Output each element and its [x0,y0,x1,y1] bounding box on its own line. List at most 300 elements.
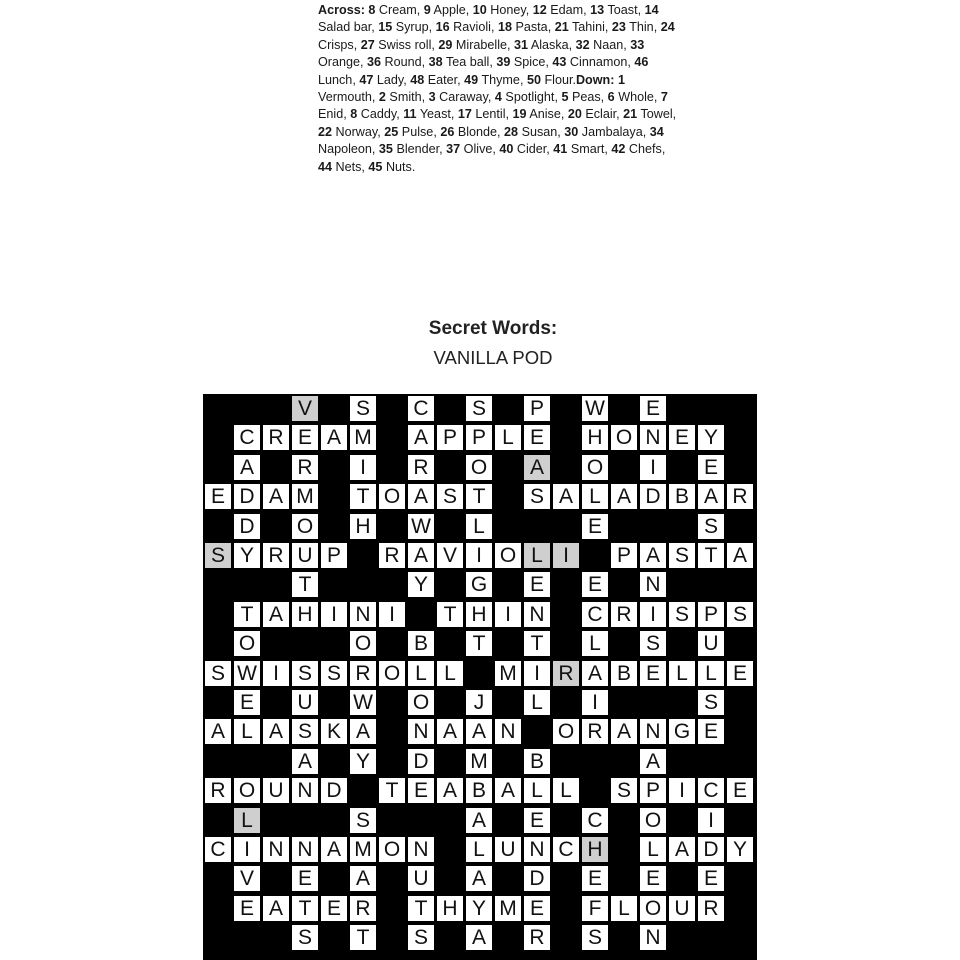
grid-cell: O [350,631,376,656]
down-clue-number: 6 [607,90,615,105]
grid-cell: V [437,543,463,568]
grid-cell: T [408,896,434,921]
across-clue-number: 50 [526,72,541,87]
grid-cell: E [582,572,608,597]
down-answer: Norway [335,124,378,139]
grid-cell: R [292,455,318,480]
grid-cell: E [524,425,550,450]
down-answer: Napoleon [318,142,372,157]
grid-cell: O [408,690,434,715]
grid-cell: L [553,778,579,803]
across-clue-number: 36 [367,55,382,70]
grid-cell: M [466,749,492,774]
grid-cell: T [524,631,550,656]
answers-block: Across: 8 Cream, 9 Apple, 10 Honey, 12 Edam, 13 Toast, 14 Salad bar, 15 Syrup, 16 Ravioli, 18 Pasta, 21 Tahini, 23 Thin, 24 Crisps, 27 Swiss roll, 29 Mirabelle, 31 Alaska, 32 Naan, 33 Orange, 36 Round, 38 Tea ball, 39 Spice, 43 Cinnamon, 46 Lunch, 47 Lady, 48 Eater, 49 Thyme, 50 Flour.Down: 1 Vermouth, 2 Smith, 3 Caraway, 4 Spotlight, 5 Peas, 6 Whole, 7 Enid, 8 Caddy, 11 Yeast, 17 Lentil, 19 Anise, 20 Eclair, 21 Towel, 22 Norway, 25 Pulse, 26 Blonde, 28 Susan, 30 Jambalaya, 34 Napoleon, 35 Blender, 37 Olive, 40 Cider, 41 Smart, 42 Chefs, 44 Nets, 45 Nuts. [318,3,677,174]
across-answer: Syrup [395,20,429,35]
across-answer: Alaska [530,37,569,52]
down-answer: Lentil [475,107,506,122]
grid-cell: O [466,455,492,480]
grid-cell: O [582,455,608,480]
grid-cell: L [640,837,666,862]
grid-cell: O [234,778,260,803]
grid-cell: R [524,925,550,950]
across-clue-number: 48 [410,72,425,87]
grid-cell: M [350,837,376,862]
grid-cell: R [582,719,608,744]
grid-cell: Y [234,543,260,568]
grid-cell: I [698,808,724,833]
grid-cell: E [582,514,608,539]
grid-cell: A [611,484,637,509]
grid-cell: S [292,719,318,744]
grid-cell: A [263,602,289,627]
grid-cell: D [321,778,347,803]
grid-cell: E [640,661,666,686]
grid-cell: S [437,484,463,509]
across-clue-number: 8 [368,3,376,17]
down-answer: Spotlight [505,90,555,105]
grid-cell: R [350,661,376,686]
grid-cell: L [698,661,724,686]
grid-cell: L [524,690,550,715]
across-clue-number: 27 [360,37,375,52]
grid-cell: C [582,808,608,833]
across-answer: Pasta [515,20,548,35]
grid-cell: S [669,543,695,568]
grid-cell: A [350,719,376,744]
across-label: Across: [318,3,365,17]
secret-words-title: Secret Words: [428,318,558,339]
down-answer: Olive [463,142,493,157]
down-clue-number: 45 [368,159,383,174]
grid-cell: P [611,543,637,568]
across-answer: Ravioli [453,20,491,35]
grid-cell: A [611,719,637,744]
grid-cell: S [524,484,550,509]
grid-cell: S [408,925,434,950]
grid-cell: R [553,661,579,686]
down-answer: Susan [521,124,558,139]
grid-cell: A [466,719,492,744]
across-answer: Mirabelle [455,37,508,52]
across-answer: Crisps [318,37,354,52]
down-clue-number: 21 [623,107,638,122]
grid-cell: B [466,778,492,803]
grid-cell: S [350,396,376,421]
across-clue-number: 10 [472,3,487,17]
grid-cell: N [524,602,550,627]
grid-cell: R [205,778,231,803]
grid-cell: E [234,690,260,715]
grid-cell: R [611,602,637,627]
down-clue-number: 1 [617,72,625,87]
grid-cell: L [582,484,608,509]
secret-words-value: VANILLA POD [433,347,553,368]
down-answer: Cider [516,142,547,157]
grid-cell: E [640,396,666,421]
grid-cell: Y [698,425,724,450]
grid-cell: S [582,925,608,950]
grid-cell: A [466,925,492,950]
grid-cell: I [379,602,405,627]
down-clue-number: 30 [564,124,579,139]
down-answer: Yeast [419,107,451,122]
grid-cell: P [524,396,550,421]
grid-cell: G [466,572,492,597]
down-clue-number: 20 [567,107,582,122]
grid-cell: U [292,543,318,568]
grid-cell: A [466,808,492,833]
grid-cell: T [292,896,318,921]
across-answer: Edam [550,3,584,17]
down-clue-number: 5 [561,90,569,105]
down-label: Down: [575,72,615,87]
down-clue-number: 8 [350,107,358,122]
down-clue-number: 17 [457,107,472,122]
grid-cell: I [350,455,376,480]
grid-cell: U [292,690,318,715]
grid-cell: W [350,690,376,715]
grid-cell: C [553,837,579,862]
grid-cell: I [234,837,260,862]
grid-cell: L [466,514,492,539]
down-answer: Caddy [360,107,397,122]
grid-cell: E [698,455,724,480]
grid-cell: R [408,455,434,480]
down-answer: Eclair [585,107,617,122]
grid-cell: S [698,690,724,715]
across-answer: Spice [513,55,546,70]
grid-cell: S [205,543,231,568]
down-answer: Blonde [457,124,498,139]
grid-cell: R [263,543,289,568]
grid-cell: I [524,661,550,686]
across-answer: Lunch [318,72,353,87]
grid-cell: I [495,602,521,627]
grid-cell: T [292,572,318,597]
grid-cell: D [640,484,666,509]
grid-cell: E [698,866,724,891]
grid-cell: U [669,896,695,921]
grid-cell: O [379,837,405,862]
grid-cell: D [234,514,260,539]
grid-cell: L [582,631,608,656]
grid-cell: S [611,778,637,803]
down-answer: Vermouth [318,90,372,105]
grid-cell: I [466,543,492,568]
grid-cell: N [292,778,318,803]
grid-cell: N [524,837,550,862]
down-answer: Enid [318,107,344,122]
grid-cell: H [437,896,463,921]
down-answer: Nuts [385,159,412,174]
across-answer: Thyme [481,72,520,87]
down-answer: Anise [529,107,561,122]
down-clue-number: 26 [440,124,455,139]
grid-cell: L [524,778,550,803]
grid-cell: T [698,543,724,568]
down-clue-number: 37 [446,142,461,157]
grid-cell: D [408,749,434,774]
down-clue-number: 34 [649,124,664,139]
down-answer: Pulse [401,124,434,139]
grid-cell: N [640,719,666,744]
across-answer: Tea ball [445,55,490,70]
grid-cell: U [263,778,289,803]
down-answer: Towel [640,107,673,122]
down-answer: Nets [335,159,362,174]
down-clue-number: 40 [499,142,514,157]
grid-cell: T [379,778,405,803]
grid-cell: E [321,896,347,921]
across-clue-number: 49 [464,72,479,87]
grid-cell: V [234,866,260,891]
grid-cell: A [408,425,434,450]
across-answer: Round [384,55,422,70]
grid-cell: A [495,778,521,803]
down-clue-number: 44 [318,159,333,174]
across-clue-number: 47 [359,72,374,87]
across-answer: Lady [376,72,404,87]
across-answer: Cinnamon [569,55,628,70]
across-clue-number: 18 [497,20,512,35]
down-answer: Whole [618,90,654,105]
grid-cell: R [263,425,289,450]
grid-cell: B [611,661,637,686]
grid-cell: W [408,514,434,539]
grid-cell: I [640,455,666,480]
across-clue-number: 15 [378,20,393,35]
grid-cell: V [292,396,318,421]
grid-cell: B [524,749,550,774]
grid-cell: A [466,866,492,891]
down-clue-number: 42 [611,142,626,157]
grid-cell: A [321,425,347,450]
grid-cell: A [524,455,550,480]
grid-cell: P [466,425,492,450]
grid-cell: A [205,719,231,744]
grid-cell: A [669,837,695,862]
grid-cell: N [408,837,434,862]
across-answer: Swiss roll [378,37,432,52]
grid-cell: E [640,866,666,891]
grid-cell: H [466,602,492,627]
grid-cell: E [524,896,550,921]
grid-cell: O [379,661,405,686]
grid-cell: I [321,602,347,627]
grid-cell: T [437,602,463,627]
crossword-grid [203,394,757,960]
grid-cell: R [727,484,753,509]
down-clue-number: 11 [403,107,417,122]
grid-cell: T [466,631,492,656]
grid-cell: C [582,602,608,627]
down-clue-number: 41 [553,142,568,157]
grid-cell: A [408,543,434,568]
grid-cell: A [263,896,289,921]
across-answer: Eater [427,72,458,87]
across-answer: Flour [544,72,573,87]
grid-cell: U [408,866,434,891]
grid-cell: H [292,602,318,627]
grid-cell: P [698,602,724,627]
down-answer: Jambalaya [581,124,643,139]
across-clue-number: 46 [634,55,649,70]
grid-cell: A [582,661,608,686]
grid-cell: I [669,778,695,803]
grid-cell: B [669,484,695,509]
grid-cell: R [379,543,405,568]
grid-cell: D [524,866,550,891]
grid-cell: L [234,719,260,744]
grid-cell: O [553,719,579,744]
across-answer: Salad bar [318,20,372,35]
across-answer: Naan [593,37,624,52]
across-clue-number: 13 [590,3,605,17]
grid-cell: E [727,661,753,686]
grid-cell: E [234,896,260,921]
grid-cell: O [640,896,666,921]
grid-cell: H [582,837,608,862]
grid-cell: A [408,484,434,509]
grid-cell: A [263,719,289,744]
grid-cell: L [669,661,695,686]
grid-cell: L [234,808,260,833]
grid-cell: P [437,425,463,450]
grid-cell: E [698,719,724,744]
grid-cell: Y [466,896,492,921]
down-clue-number: 28 [504,124,519,139]
across-clue-number: 32 [575,37,590,52]
down-clue-number: 19 [512,107,527,122]
grid-cell: Y [408,572,434,597]
grid-cell: E [582,866,608,891]
across-clue-number: 14 [644,3,659,17]
grid-cell: I [553,543,579,568]
down-answer: Caraway [439,90,488,105]
grid-cell: S [466,396,492,421]
across-clue-number: 33 [630,37,645,52]
across-clue-number: 38 [428,55,443,70]
grid-cell: K [321,719,347,744]
across-clue-number: 31 [514,37,529,52]
grid-cell: H [350,514,376,539]
grid-cell: M [292,484,318,509]
grid-cell: S [698,514,724,539]
grid-cell: R [698,896,724,921]
across-answer: Honey [490,3,526,17]
grid-cell: A [553,484,579,509]
grid-cell: A [640,543,666,568]
grid-cell: F [582,896,608,921]
grid-cell: E [524,572,550,597]
grid-cell: H [582,425,608,450]
grid-cell: Y [727,837,753,862]
grid-cell: S [292,661,318,686]
grid-cell: P [321,543,347,568]
grid-cell: T [350,484,376,509]
grid-cell: M [495,661,521,686]
grid-cell: N [495,719,521,744]
across-clue-number: 12 [532,3,547,17]
grid-cell: T [234,602,260,627]
grid-cell: O [292,514,318,539]
grid-cell: C [205,837,231,862]
grid-cell: L [437,661,463,686]
grid-cell: N [640,572,666,597]
grid-cell: E [669,425,695,450]
grid-cell: M [495,896,521,921]
down-answer: Blender [396,142,440,157]
across-clue-number: 29 [438,37,453,52]
grid-cell: I [263,661,289,686]
grid-cell: A [698,484,724,509]
down-clue-number: 7 [660,90,668,105]
grid-cell: C [408,396,434,421]
down-clue-number: 2 [378,90,386,105]
grid-cell: E [408,778,434,803]
grid-cell: N [263,837,289,862]
grid-cell: O [495,543,521,568]
across-answer: Orange [318,55,361,70]
grid-cell: J [466,690,492,715]
across-clue-number: 9 [423,3,431,17]
grid-cell: B [408,631,434,656]
grid-cell: L [408,661,434,686]
down-answer: Peas [571,90,601,105]
grid-cell: Y [350,749,376,774]
grid-cell: P [640,778,666,803]
across-clue-number: 21 [554,20,569,35]
grid-cell: L [495,425,521,450]
across-clue-number: 23 [611,20,626,35]
across-answer: Cream [378,3,417,17]
grid-cell: G [669,719,695,744]
grid-cell: R [350,896,376,921]
grid-cell: M [350,425,376,450]
grid-cell: E [727,778,753,803]
grid-cell: A [350,866,376,891]
grid-cell: S [727,602,753,627]
grid-cell: N [350,602,376,627]
grid-cell: U [698,631,724,656]
grid-cell: A [321,837,347,862]
grid-cell: C [698,778,724,803]
grid-cell: D [234,484,260,509]
grid-cell: W [234,661,260,686]
grid-cell: W [582,396,608,421]
grid-cell: E [524,808,550,833]
grid-cell: A [263,484,289,509]
across-answer: Thin [629,20,654,35]
down-clue-number: 35 [378,142,393,157]
grid-cell: A [727,543,753,568]
grid-cell: E [292,866,318,891]
grid-cell: S [205,661,231,686]
grid-cell: O [234,631,260,656]
grid-cell: N [292,837,318,862]
grid-cell: L [611,896,637,921]
grid-cell: D [698,837,724,862]
grid-cell: E [292,425,318,450]
grid-cell: L [466,837,492,862]
across-answer: Toast [607,3,638,17]
down-answer: Chefs [628,142,662,157]
grid-cell: T [350,925,376,950]
down-clue-number: 25 [384,124,399,139]
down-answer: Smith [389,90,422,105]
grid-cell: A [437,778,463,803]
